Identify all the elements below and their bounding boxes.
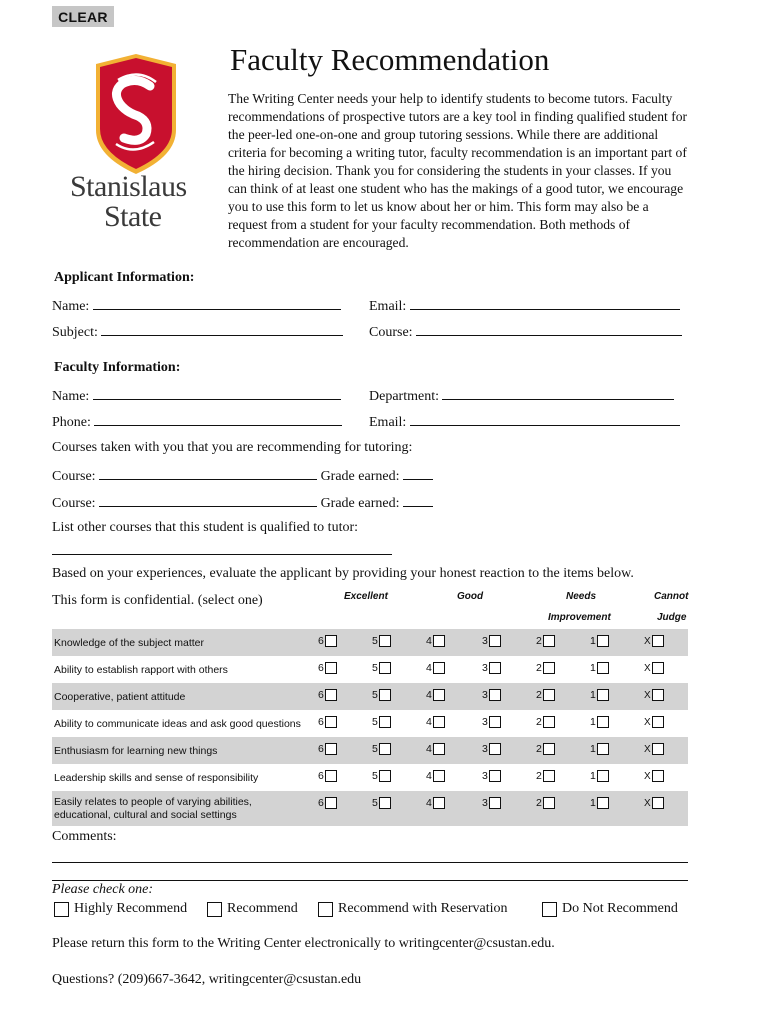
rating-option-2[interactable] — [536, 770, 555, 782]
course-row-1 — [52, 467, 433, 485]
rating-value: X — [644, 744, 651, 755]
rating-value: 1 — [590, 743, 596, 755]
applicant-email-row — [369, 297, 680, 315]
recommend-reservation-checkbox[interactable] — [318, 902, 333, 917]
rating-value: 5 — [372, 743, 378, 755]
rating-option-5[interactable] — [372, 797, 391, 809]
intro-paragraph: The Writing Center needs your help to identify students to become tutors. Faculty recommendations of prospective tutors are a key tool in finding qualified student for the peer-led one-on-one and group tutoring sessions. While there are additional criteria for becoming a writing tutor, faculty recommendation is an important part of the hiring decision. Thank you for considering the students in your classes. If you can think of at least one student who has the makings of a good tutor, we encourage you to use this form to let us know about her or him. This form may also be a request from a student for your faculty recommendation. Both methods of recommendation are encouraged. — [228, 91, 688, 250]
rating-option-4[interactable] — [426, 662, 445, 674]
grade-label: Grade earned: — [320, 469, 400, 484]
rating-checkbox[interactable] — [652, 797, 664, 809]
rating-value: X — [644, 663, 651, 674]
grade-field-2[interactable] — [403, 494, 433, 507]
recommend-checkbox[interactable] — [207, 902, 222, 917]
header-judge: Judge — [657, 612, 687, 623]
stanislaus-logo — [68, 52, 204, 237]
highly-recommend-checkbox[interactable] — [54, 902, 69, 917]
rating-value: 4 — [426, 743, 432, 755]
course-field-2[interactable] — [99, 494, 317, 507]
rating-option-4[interactable] — [426, 716, 445, 728]
rating-option-x[interactable] — [644, 662, 664, 674]
rating-checkbox[interactable] — [433, 689, 445, 701]
rating-option-1[interactable] — [590, 716, 609, 728]
rating-value: 1 — [590, 662, 596, 674]
rating-value: 1 — [590, 716, 596, 728]
rating-value: 6 — [318, 770, 324, 782]
evaluation-item-label: Cooperative, patient attitude — [54, 691, 186, 703]
rating-option-3[interactable] — [482, 770, 501, 782]
rating-checkbox[interactable] — [652, 662, 664, 674]
grade-field-1[interactable] — [403, 467, 433, 480]
applicant-subject-field[interactable] — [101, 323, 343, 336]
applicant-name-row — [52, 297, 341, 315]
rating-option-4[interactable] — [426, 797, 445, 809]
recommend-label: Recommend — [227, 901, 298, 916]
other-courses-label: List other courses that this student is qualified to tutor: — [52, 520, 359, 535]
rating-checkbox[interactable] — [489, 797, 501, 809]
comments-line-2[interactable] — [52, 870, 688, 881]
rating-checkbox[interactable] — [543, 635, 555, 647]
header-excellent: Excellent — [344, 591, 388, 602]
rating-checkbox[interactable] — [543, 716, 555, 728]
rating-option-3[interactable] — [482, 797, 501, 809]
rating-option-x[interactable] — [644, 797, 664, 809]
rating-option-4[interactable] — [426, 743, 445, 755]
rating-checkbox[interactable] — [325, 689, 337, 701]
page-title: Faculty Recommendation — [230, 42, 550, 77]
rating-option-6[interactable] — [318, 662, 337, 674]
rating-option-2[interactable] — [536, 743, 555, 755]
other-courses-field[interactable] — [52, 544, 392, 555]
rating-value: 1 — [590, 635, 596, 647]
rating-checkbox[interactable] — [543, 689, 555, 701]
shield-icon — [68, 52, 204, 177]
rating-checkbox[interactable] — [325, 797, 337, 809]
rating-option-5[interactable] — [372, 635, 391, 647]
rating-checkbox[interactable] — [379, 770, 391, 782]
rating-option-1[interactable] — [590, 662, 609, 674]
rating-value: 3 — [482, 635, 488, 647]
rating-option-2[interactable] — [536, 689, 555, 701]
rating-option-5[interactable] — [372, 770, 391, 782]
rating-checkbox[interactable] — [652, 743, 664, 755]
rating-option-5[interactable] — [372, 662, 391, 674]
faculty-name-label: Name: — [52, 389, 90, 404]
faculty-name-field[interactable] — [93, 387, 341, 400]
rating-checkbox[interactable] — [597, 770, 609, 782]
evaluation-intro: Based on your experiences, evaluate the applicant by providing your honest reaction to the items below. — [52, 566, 634, 581]
rating-checkbox[interactable] — [489, 743, 501, 755]
rating-value: 5 — [372, 689, 378, 701]
rating-value: 6 — [318, 689, 324, 701]
rating-checkbox[interactable] — [379, 662, 391, 674]
rating-option-1[interactable] — [590, 797, 609, 809]
rating-value: 6 — [318, 743, 324, 755]
rating-checkbox[interactable] — [325, 743, 337, 755]
rating-option-3[interactable] — [482, 689, 501, 701]
faculty-heading: Faculty Information: — [54, 360, 181, 375]
rating-checkbox[interactable] — [489, 716, 501, 728]
rating-checkbox[interactable] — [489, 635, 501, 647]
faculty-department-row — [369, 387, 674, 405]
rating-value: 5 — [372, 635, 378, 647]
rating-value: 5 — [372, 770, 378, 782]
rating-checkbox[interactable] — [597, 635, 609, 647]
check-one-label: Please check one: — [52, 882, 154, 897]
rating-checkbox[interactable] — [543, 743, 555, 755]
logo-text-line1: Stanislaus — [70, 170, 187, 203]
rating-checkbox[interactable] — [325, 716, 337, 728]
rating-option-1[interactable] — [590, 770, 609, 782]
rating-value: 1 — [590, 770, 596, 782]
rating-option-1[interactable] — [590, 689, 609, 701]
rating-option-3[interactable] — [482, 716, 501, 728]
rating-checkbox[interactable] — [379, 689, 391, 701]
rating-option-x[interactable] — [644, 770, 664, 782]
course-label: Course: — [52, 496, 96, 511]
rating-option-2[interactable] — [536, 716, 555, 728]
rating-checkbox[interactable] — [489, 662, 501, 674]
evaluation-item-label: Leadership skills and sense of responsibility — [54, 772, 259, 784]
rating-checkbox[interactable] — [325, 662, 337, 674]
logo-text-line2: State — [104, 200, 162, 233]
rating-value: 5 — [372, 716, 378, 728]
rating-value: X — [644, 636, 651, 647]
courses-intro: Courses taken with you that you are recommending for tutoring: — [52, 440, 413, 455]
applicant-course-label: Course: — [369, 325, 413, 340]
rating-option-2[interactable] — [536, 662, 555, 674]
rating-checkbox[interactable] — [433, 743, 445, 755]
applicant-email-field[interactable] — [410, 297, 680, 310]
evaluation-item-label: Easily relates to people of varying abilities, educational, cultural and social settings — [54, 796, 252, 821]
rating-value: 2 — [536, 689, 542, 701]
rating-value: 3 — [482, 662, 488, 674]
rating-checkbox[interactable] — [433, 797, 445, 809]
rating-option-2[interactable] — [536, 635, 555, 647]
applicant-course-row — [369, 323, 682, 341]
faculty-phone-label: Phone: — [52, 415, 91, 430]
rating-value: 1 — [590, 689, 596, 701]
rating-option-6[interactable] — [318, 770, 337, 782]
questions-contact: Questions? (209)667-3642, writingcenter@csustan.edu — [52, 972, 362, 987]
course-label: Course: — [52, 469, 96, 484]
rating-checkbox[interactable] — [379, 716, 391, 728]
recommend-reservation-label: Recommend with Reservation — [338, 901, 508, 916]
rating-option-x[interactable] — [644, 635, 664, 647]
rating-option-6[interactable] — [318, 743, 337, 755]
rating-option-5[interactable] — [372, 743, 391, 755]
rating-checkbox[interactable] — [325, 635, 337, 647]
do-not-recommend-option[interactable] — [542, 901, 678, 917]
rating-value: 2 — [536, 662, 542, 674]
applicant-subject-row — [52, 323, 343, 341]
rating-checkbox[interactable] — [597, 797, 609, 809]
clear-button[interactable]: CLEAR — [52, 6, 114, 27]
rating-checkbox[interactable] — [379, 743, 391, 755]
rating-option-3[interactable] — [482, 662, 501, 674]
rating-checkbox[interactable] — [489, 689, 501, 701]
evaluation-item-label: Ability to communicate ideas and ask good questions — [54, 718, 301, 730]
rating-checkbox[interactable] — [652, 689, 664, 701]
rating-value: 6 — [318, 662, 324, 674]
rating-checkbox[interactable] — [652, 635, 664, 647]
comments-label: Comments: — [52, 829, 117, 844]
rating-checkbox[interactable] — [433, 716, 445, 728]
rating-checkbox[interactable] — [597, 662, 609, 674]
header-cannot: Cannot — [654, 591, 689, 602]
rating-value: 3 — [482, 716, 488, 728]
comments-line-1[interactable] — [52, 852, 688, 863]
rating-option-1[interactable] — [590, 635, 609, 647]
highly-recommend-option[interactable] — [54, 901, 187, 917]
rating-option-5[interactable] — [372, 689, 391, 701]
rating-checkbox[interactable] — [652, 716, 664, 728]
rating-checkbox[interactable] — [433, 662, 445, 674]
header-needs: Needs — [566, 591, 597, 602]
applicant-email-label: Email: — [369, 299, 407, 314]
rating-value: 2 — [536, 743, 542, 755]
rating-option-6[interactable] — [318, 689, 337, 701]
confidential-note: This form is confidential. (select one) — [52, 593, 263, 608]
rating-option-4[interactable] — [426, 770, 445, 782]
course-field-1[interactable] — [99, 467, 317, 480]
rating-option-3[interactable] — [482, 743, 501, 755]
rating-checkbox[interactable] — [433, 770, 445, 782]
evaluation-item-label: Knowledge of the subject matter — [54, 637, 205, 649]
rating-value: X — [644, 798, 651, 809]
rating-option-4[interactable] — [426, 635, 445, 647]
rating-value: 4 — [426, 689, 432, 701]
applicant-subject-label: Subject: — [52, 325, 98, 340]
grade-label: Grade earned: — [320, 496, 400, 511]
rating-value: 2 — [536, 770, 542, 782]
applicant-name-label: Name: — [52, 299, 90, 314]
faculty-email-field[interactable] — [410, 413, 680, 426]
rating-value: 4 — [426, 797, 432, 809]
rating-option-5[interactable] — [372, 716, 391, 728]
applicant-course-field[interactable] — [416, 323, 682, 336]
rating-option-x[interactable] — [644, 689, 664, 701]
rating-value: 2 — [536, 716, 542, 728]
rating-value: 4 — [426, 770, 432, 782]
recommend-reservation-option[interactable] — [318, 901, 508, 917]
recommend-option[interactable] — [207, 901, 298, 917]
faculty-phone-field[interactable] — [94, 413, 342, 426]
rating-value: 6 — [318, 716, 324, 728]
rating-checkbox[interactable] — [543, 797, 555, 809]
rating-checkbox[interactable] — [325, 770, 337, 782]
rating-checkbox[interactable] — [597, 716, 609, 728]
rating-value: 2 — [536, 635, 542, 647]
rating-checkbox[interactable] — [652, 770, 664, 782]
rating-option-x[interactable] — [644, 743, 664, 755]
rating-value: 1 — [590, 797, 596, 809]
rating-option-3[interactable] — [482, 635, 501, 647]
rating-value: 3 — [482, 797, 488, 809]
faculty-department-field[interactable] — [442, 387, 674, 400]
return-note: Please return this form to the Writing Center electronically to writingcenter@csustan.edu. — [52, 936, 555, 951]
applicant-name-field[interactable] — [93, 297, 341, 310]
do-not-recommend-label: Do Not Recommend — [562, 901, 678, 916]
rating-checkbox[interactable] — [379, 635, 391, 647]
rating-checkbox[interactable] — [379, 797, 391, 809]
rating-value: 4 — [426, 635, 432, 647]
rating-checkbox[interactable] — [543, 662, 555, 674]
rating-value: X — [644, 771, 651, 782]
rating-value: 6 — [318, 797, 324, 809]
rating-option-1[interactable] — [590, 743, 609, 755]
evaluation-item-label: Ability to establish rapport with others — [54, 664, 228, 676]
header-good: Good — [457, 591, 484, 602]
course-row-2 — [52, 494, 433, 512]
rating-value: X — [644, 717, 651, 728]
applicant-heading: Applicant Information: — [54, 270, 195, 285]
evaluation-item-label: Enthusiasm for learning new things — [54, 745, 218, 757]
rating-value: 4 — [426, 716, 432, 728]
rating-checkbox[interactable] — [433, 635, 445, 647]
rating-value: X — [644, 690, 651, 701]
rating-checkbox[interactable] — [597, 689, 609, 701]
rating-value: 5 — [372, 662, 378, 674]
rating-value: 3 — [482, 689, 488, 701]
rating-checkbox[interactable] — [543, 770, 555, 782]
do-not-recommend-checkbox[interactable] — [542, 902, 557, 917]
highly-recommend-label: Highly Recommend — [74, 901, 188, 916]
rating-value: 3 — [482, 743, 488, 755]
rating-value: 5 — [372, 797, 378, 809]
rating-option-6[interactable] — [318, 635, 337, 647]
faculty-name-row — [52, 387, 341, 405]
rating-value: 3 — [482, 770, 488, 782]
rating-option-6[interactable] — [318, 716, 337, 728]
rating-value: 2 — [536, 797, 542, 809]
rating-option-2[interactable] — [536, 797, 555, 809]
rating-value: 4 — [426, 662, 432, 674]
rating-option-6[interactable] — [318, 797, 337, 809]
faculty-phone-row — [52, 413, 342, 431]
rating-value: 6 — [318, 635, 324, 647]
faculty-department-label: Department: — [369, 389, 439, 404]
faculty-email-row — [369, 413, 680, 431]
rating-option-x[interactable] — [644, 716, 664, 728]
rating-checkbox[interactable] — [489, 770, 501, 782]
rating-option-4[interactable] — [426, 689, 445, 701]
faculty-email-label: Email: — [369, 415, 407, 430]
rating-checkbox[interactable] — [597, 743, 609, 755]
header-improvement: Improvement — [548, 612, 611, 623]
